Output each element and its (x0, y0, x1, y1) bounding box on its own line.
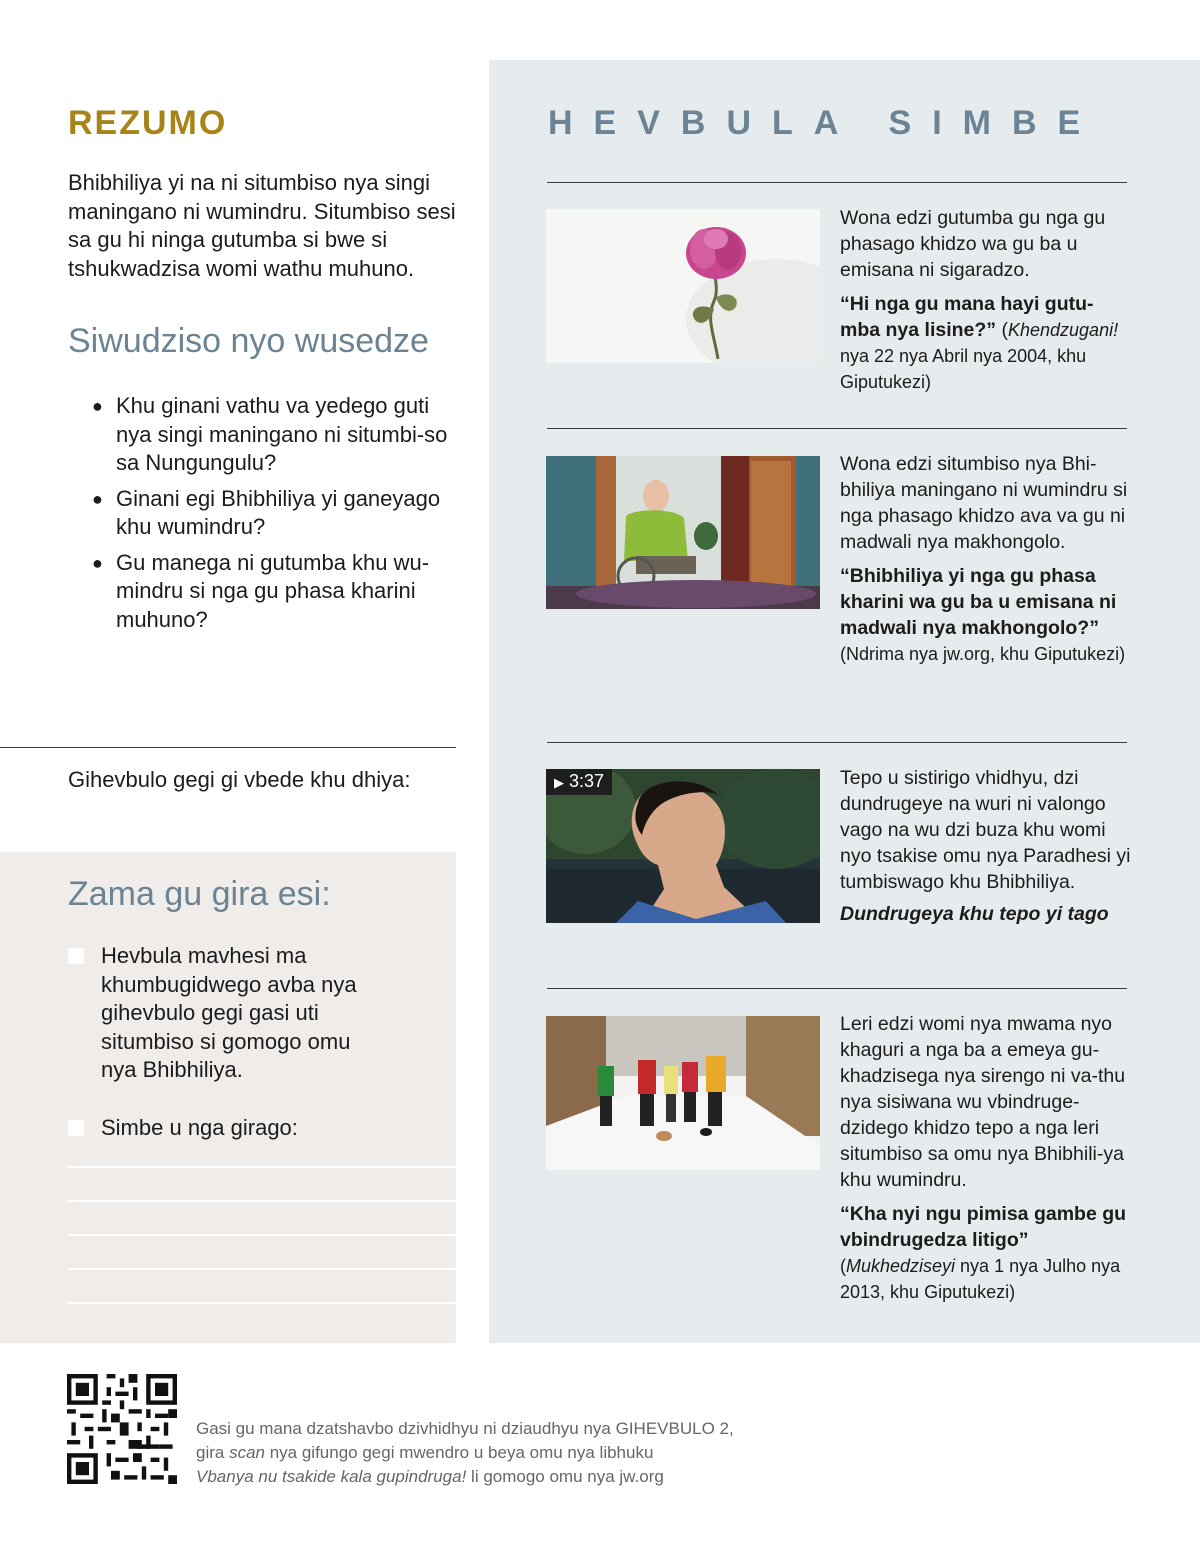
review-question: ● Gu manega ni gutumba khu wu-mindru si nga gu phasa kharini muhuno? (92, 549, 430, 632)
video-duration-badge: ▶ 3:37 (546, 769, 612, 795)
footer-note: Gasi gu mana dzatshavbo dzivhidhyu ni dziaudhyu nya GIHEVBULO 2, gira scan nya gifungo gegi mwendro u beya omu nya libhuku Vbanya nu tsakide kala gupindruga! li gomogo omu nya jw.org (196, 1419, 734, 1486)
writing-line[interactable] (68, 1302, 456, 1304)
checkbox[interactable] (68, 948, 84, 964)
divider (547, 428, 1127, 429)
todo-heading: Zama gu gira esi: (68, 875, 331, 913)
resource-title[interactable]: “Bhibhiliya yi nga gu phasa kharini wa gu ba u emisana ni madwali nya makhongolo?” (840, 565, 1117, 639)
resource-source: (Ndrima nya jw.org, khu Giputukezi) (840, 644, 1126, 664)
divider (547, 182, 1127, 183)
resource-source: (Mukhedziseyi nya 1 nya Julho nya 2013, khu Giputukezi) (840, 1256, 1121, 1302)
qr-code-icon[interactable] (67, 1374, 177, 1484)
video-thumbnail[interactable] (546, 769, 820, 923)
resource-title[interactable]: “Hi nga gu mana hayi gutu-mba nya lisine?” (Khendzugani! nya 22 nya Abril nya 2004, khu Giputukezi) (840, 293, 1119, 392)
play-icon: ▶ (554, 775, 564, 790)
review-heading: Siwudziso nyo wusedze (68, 322, 429, 360)
writing-line[interactable] (68, 1268, 456, 1270)
resource-title[interactable]: “Kha nyi ngu pimisa gambe gu vbindrugedza litigo” (840, 1203, 1127, 1251)
review-question: ● Ginani egi Bhibhiliya yi ganeyago khu wumindru? (92, 485, 441, 539)
todo-item-text: Hevbula mavhesi ma khumbugidwego avba nya gihevbulo gegi gasi uti situmbiso si gomogo omu nya Bhibhiliya. (101, 943, 357, 1082)
todo-item-text: Simbe u nga girago: (101, 1115, 298, 1140)
resource-description: Wona edzi gutumba gu nga gu phasago khidzo wa gu ba u emisana ni sigaradzo. (840, 207, 1106, 281)
pink-flower-image[interactable] (546, 209, 820, 363)
review-question: ● Khu ginani vathu va yedego guti nya singi maningano ni situmbi-so sa Nungungulu? (92, 393, 448, 475)
linked-lesson-text: Gihevbulo gegi gi vbede khu dhiya: (68, 767, 411, 792)
checkbox[interactable] (68, 1120, 84, 1136)
resource-entry (840, 451, 1132, 667)
resource-title[interactable]: Dundrugeya khu tepo yi tago (840, 903, 1109, 925)
review-question-list (92, 392, 462, 641)
explore-heading: HEVBULA SIMBE (548, 104, 1102, 142)
bullet-icon: ● (92, 396, 103, 416)
family-walking-in-snow-image[interactable] (546, 1016, 820, 1170)
summary-text: Bhibhiliya yi na ni situmbiso nya singi maningano ni wumindru. Situmbiso sesi sa gu hi ninga gutumba si bwe si tshukwadzisa womi wathu muhuno. (68, 170, 456, 281)
resource-description: Leri edzi womi nya mwama nyo khaguri a nga ba a emeya gu-khadzisega nya sirengo ni va-thu nya sisiwana wu vbindruge-dzidego khidzo tepo a nga leri situmbiso sa omu nya Bhibhili-ya khu wumindru. (840, 1013, 1126, 1191)
resource-entry (840, 1011, 1132, 1305)
bullet-icon: ● (92, 552, 103, 573)
divider (547, 988, 1127, 989)
divider (0, 747, 456, 748)
bullet-icon: ● (92, 488, 103, 509)
todo-item[interactable] (68, 1114, 368, 1143)
todo-item[interactable] (68, 942, 368, 1085)
writing-line[interactable] (68, 1234, 456, 1236)
divider (547, 742, 1127, 743)
writing-line[interactable] (68, 1166, 456, 1168)
resource-entry (840, 205, 1132, 395)
resource-description: Wona edzi situmbiso nya Bhi-bhiliya maningano ni wumindru si nga phasago khidzo ava va gu ni madwali nya makhongolo. (840, 453, 1128, 553)
man-in-wheelchair-image[interactable] (546, 456, 820, 609)
summary-heading: REZUMO (68, 104, 228, 142)
writing-line[interactable] (68, 1200, 456, 1202)
resource-entry (840, 765, 1132, 927)
resource-description: Tepo u sistirigo vhidhyu, dzi dundrugeye na wuri ni valongo vago na wu dzi buza khu womi nyo tsakise omu nya Paradhesi yi tumbiswago khu Bhibhiliya. (840, 767, 1131, 893)
